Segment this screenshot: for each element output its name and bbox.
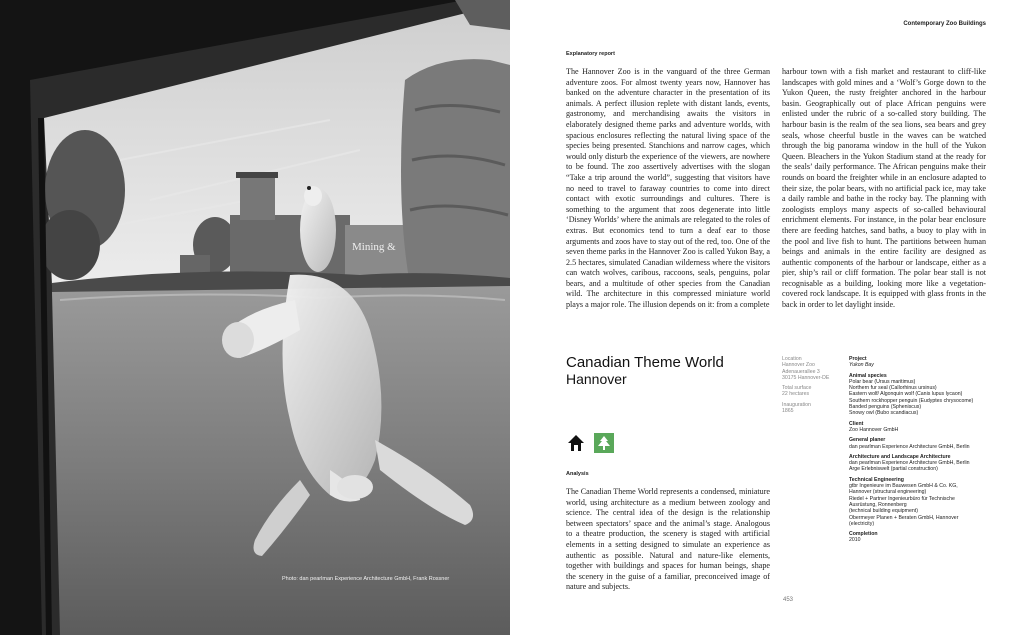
engineering-line: (technical building equipment) <box>849 508 918 515</box>
engineering-line: Ausrüstung, Ronnenberg <box>849 501 907 508</box>
species-item: Northern fur seal (Callorhinus ursinus) <box>849 385 937 392</box>
surface-value: 22 hectares <box>782 391 810 398</box>
engineering-line: Hannover (structural engineering) <box>849 489 927 496</box>
mining-sign: Mining & <box>352 241 396 253</box>
surface-label: Total surface <box>782 385 812 392</box>
client-value: Zoo Hannover GmbH <box>849 426 899 433</box>
photo-credit: Photo: dan pearlman Experience Architecture GmbH, Frank Rossner <box>282 576 450 582</box>
location-line: Adenauerallee 3 <box>782 368 820 375</box>
location-line: Hannover Zoo <box>782 362 815 369</box>
project-title: Canadian Theme World <box>566 354 724 371</box>
engineering-line: gtbr Ingenieure im Bauwesen GmbH & Co. KG, <box>849 483 958 490</box>
project-info <box>849 356 973 548</box>
building-icon <box>566 433 586 453</box>
project-value: Yukon Bay <box>849 362 874 369</box>
architecture-line: dan pearlman Experience Architecture GmbH, Berlin <box>849 460 970 467</box>
project-city: Hannover <box>566 371 627 387</box>
planner-value: dan pearlman Experience Architecture GmbH, Berlin <box>849 443 970 450</box>
completion-label: Completion <box>849 531 878 538</box>
engineering-line: Riedel + Partner Ingenieurbüro für Technische <box>849 495 955 502</box>
planner-label: General planer <box>849 437 886 444</box>
species-item: Polar bear (Ursus maritimus) <box>849 378 916 385</box>
engineering-line: (electricity) <box>849 520 875 527</box>
completion-value: 2010 <box>849 537 861 544</box>
engineering-label: Technical Engineering <box>849 476 904 483</box>
running-header: Contemporary Zoo Buildings <box>903 21 986 27</box>
project-heading <box>566 354 724 387</box>
page-number: 453 <box>783 597 794 603</box>
species-item: Southern rockhopper penguin (Eudyptes chrysocome) <box>849 397 974 404</box>
location-line: 30175 Hannover-DE <box>782 374 830 381</box>
report-column-1 <box>566 67 770 311</box>
report-column-2 <box>782 67 986 311</box>
analysis-text: The Canadian Theme World represents a condensed, miniature world, using architecture as a medium between zoology and science. The central idea of the design is the relationship between spectators’ space and the animal’s stage. Analogous to a theatre production, the scenery is staged with artificial elements in a setting designed to simulate an experience as authentic as possible. Natural and nature-like elements, together with buildings and spaces for human beings, shape the scenery in the guise of a familiar, preconceived image of nature and subjects. <box>566 487 770 592</box>
species-label: Animal species <box>849 372 887 379</box>
architecture-line: Arge Erlebniswelt (partial construction) <box>849 466 938 473</box>
species-item: Eastern wolf/ Algonquin wolf (Canis lupus lycaon) <box>849 391 963 398</box>
species-item: Banded penguins (Spheniscus) <box>849 404 922 411</box>
species-item: Snowy owl (Bubo scandiacus) <box>849 410 919 417</box>
inauguration-value: 1865 <box>782 408 794 415</box>
landscape-icon <box>594 433 614 453</box>
engineering-line: Obermeyer Planen + Beraten GmbH, Hannover <box>849 514 959 521</box>
inauguration-label: Inauguration <box>782 401 811 408</box>
location-label: Location <box>782 356 802 362</box>
client-label: Client <box>849 420 864 427</box>
analysis-label: Analysis <box>566 471 589 477</box>
category-icons <box>566 433 614 453</box>
architecture-label: Architecture and Landscape Architecture <box>849 453 951 460</box>
project-label: Project <box>849 356 867 362</box>
explanatory-report-label: Explanatory report <box>566 51 615 57</box>
report-text-2: harbour town with a fish market and restaurant to cliff-like landscapes with gold mines and a ‘Wolf’s Gorge down to the Yukon Queen, the rusty freighter anchored in the harbour basin. Geographically out of place African penguins were enlisted under the rubric of a so-called story building. The harbour basin is the realm of the sea lions, sea bears and grey seals, whose cheerful bustle in the waves can be watched through the big panorama window in the hull of the Yukon Queen. Bleachers in the Yukon Stadium stand at the ready for the seals’ daily performance. The African penguins make their rounds on board the freighter while in an enclosure adapted to their size, the polar bears, with no artificial pack ice, may take a daily ramble and bathe in the rocky bay. The planning with zoologists employs many aspects of so-called behavioural enrichment elements. For instance, in the polar bear enclosure there are feeding hatches, sand baths, a buoy to play with in the pool and live fish to hunt. The partitions between human beings and animals in the entire facility are designed as authentic components of the harbour or landscape, either as a pier, ship’s rail or cliff formation. The polar bear stall is not recognisable as a building, looking more like a vegetation-covered rock landscape. It is equipped with glass fronts in the back in order to let daylight inside. <box>782 67 986 310</box>
project-meta <box>782 356 829 418</box>
analysis-column <box>566 487 770 593</box>
report-text-1: The Hannover Zoo is in the vanguard of the three German adventure zoos. For almost twenty years now, Hannover has banked on the adventure character in the presentation of its animals. A perfect illusion replete with distant lands, events, gastronomy, and merchandising awaits the visitors in elaborately designed theme parks and adventure worlds, with spacious enclosures reflecting the natural living space of the species being presented. Stanchions and narrow cages, which would only disturb the experience of the viewers, are nowhere to be found. The zoo assertively advertises with the slogan “Take a trip around the world”, suggesting that visitors have no need to travel to faraway countries to come into direct contact with exotic surroundings and cultures. There is something to the argument that zoos degenerate into little ‘Disney Worlds’ where the animals are relegated to the roles of extras. But economics tend to turn a deaf ear to those arguments and zoos have to stay out of the red, too. One of the seven theme parks in the Hannover Zoo is called Yukon Bay, a 2.5 hectares, simulated Canadian wilderness where the visitors can watch wolves, caribous, raccoons, seals, penguins, polar bears, and a multitude of other species from the Canadian wild. The architecture in this compressed miniature world plays a major role. The illusion depends on it: from a complete <box>566 67 771 310</box>
